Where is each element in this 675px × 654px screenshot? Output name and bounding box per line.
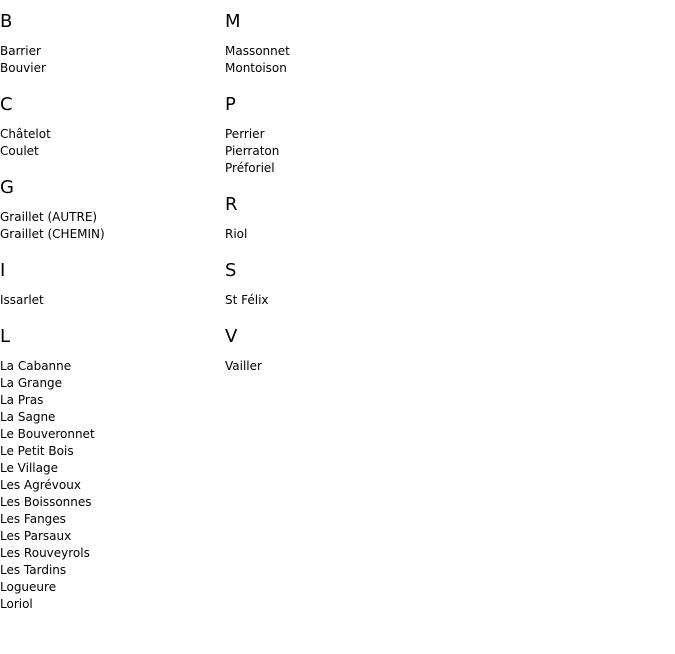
street-link[interactable]: La Grange (0, 376, 63, 390)
street-list (0, 292, 220, 309)
street-link[interactable]: Le Village (0, 461, 58, 475)
street-link[interactable]: Préforiel (225, 161, 275, 175)
letter-group-v (225, 326, 445, 375)
street-link[interactable]: La Sagne (0, 410, 56, 424)
street-link[interactable]: Coulet (0, 144, 39, 158)
street-link[interactable]: Graillet (AUTRE) (0, 210, 98, 224)
street-link[interactable]: Logueure (0, 580, 57, 594)
letter-group-c (0, 94, 220, 160)
letter-group-g (0, 177, 220, 243)
letter-group-i (0, 260, 220, 309)
letter-group-s (225, 260, 445, 309)
left-column (0, 0, 220, 613)
street-list (0, 126, 220, 160)
street-link[interactable]: Vailler (225, 359, 262, 373)
street-list (225, 226, 445, 243)
street-link[interactable]: Les Fanges (0, 512, 66, 526)
street-link[interactable]: Pierraton (225, 144, 280, 158)
index-letter-heading: I (0, 260, 6, 281)
street-link[interactable]: Bouvier (0, 61, 46, 75)
street-link[interactable]: Les Agrévoux (0, 478, 81, 492)
letter-group-r (225, 194, 445, 243)
street-link[interactable]: Loriol (0, 597, 33, 611)
street-link[interactable]: Issarlet (0, 293, 44, 307)
letter-group-m (225, 11, 445, 77)
street-link[interactable]: Montoison (225, 61, 287, 75)
street-list (0, 43, 220, 77)
street-link[interactable]: Le Petit Bois (0, 444, 74, 458)
street-list (225, 292, 445, 309)
street-link[interactable]: Châtelot (0, 127, 51, 141)
street-link[interactable]: St Félix (225, 293, 269, 307)
index-letter-heading: P (225, 94, 236, 115)
index-letter-heading: V (225, 326, 238, 347)
street-link[interactable]: Les Rouveyrols (0, 546, 90, 560)
letter-group-p (225, 94, 445, 177)
index-letter-heading: M (225, 11, 241, 32)
index-letter-heading: S (225, 260, 237, 281)
index-letter-heading: C (0, 94, 13, 115)
street-list (225, 358, 445, 375)
street-link[interactable]: Perrier (225, 127, 265, 141)
index-letter-heading: G (0, 177, 14, 198)
right-column (225, 0, 445, 375)
letter-group-b (0, 11, 220, 77)
street-link[interactable]: La Cabanne (0, 359, 72, 373)
street-list (225, 43, 445, 77)
street-list (0, 209, 220, 243)
street-link[interactable]: Riol (225, 227, 248, 241)
street-list (0, 358, 220, 613)
street-link[interactable]: Massonnet (225, 44, 290, 58)
street-link[interactable]: Les Boissonnes (0, 495, 92, 509)
street-link[interactable]: Le Bouveronnet (0, 427, 95, 441)
street-link[interactable]: La Pras (0, 393, 44, 407)
index-letter-heading: B (0, 11, 13, 32)
index-letter-heading: L (0, 326, 11, 347)
index-letter-heading: R (225, 194, 238, 215)
street-link[interactable]: Barrier (0, 44, 41, 58)
street-link[interactable]: Les Tardins (0, 563, 67, 577)
street-link[interactable]: Les Parsaux (0, 529, 72, 543)
street-list (225, 126, 445, 177)
letter-group-l (0, 326, 220, 613)
street-link[interactable]: Graillet (CHEMIN) (0, 227, 105, 241)
